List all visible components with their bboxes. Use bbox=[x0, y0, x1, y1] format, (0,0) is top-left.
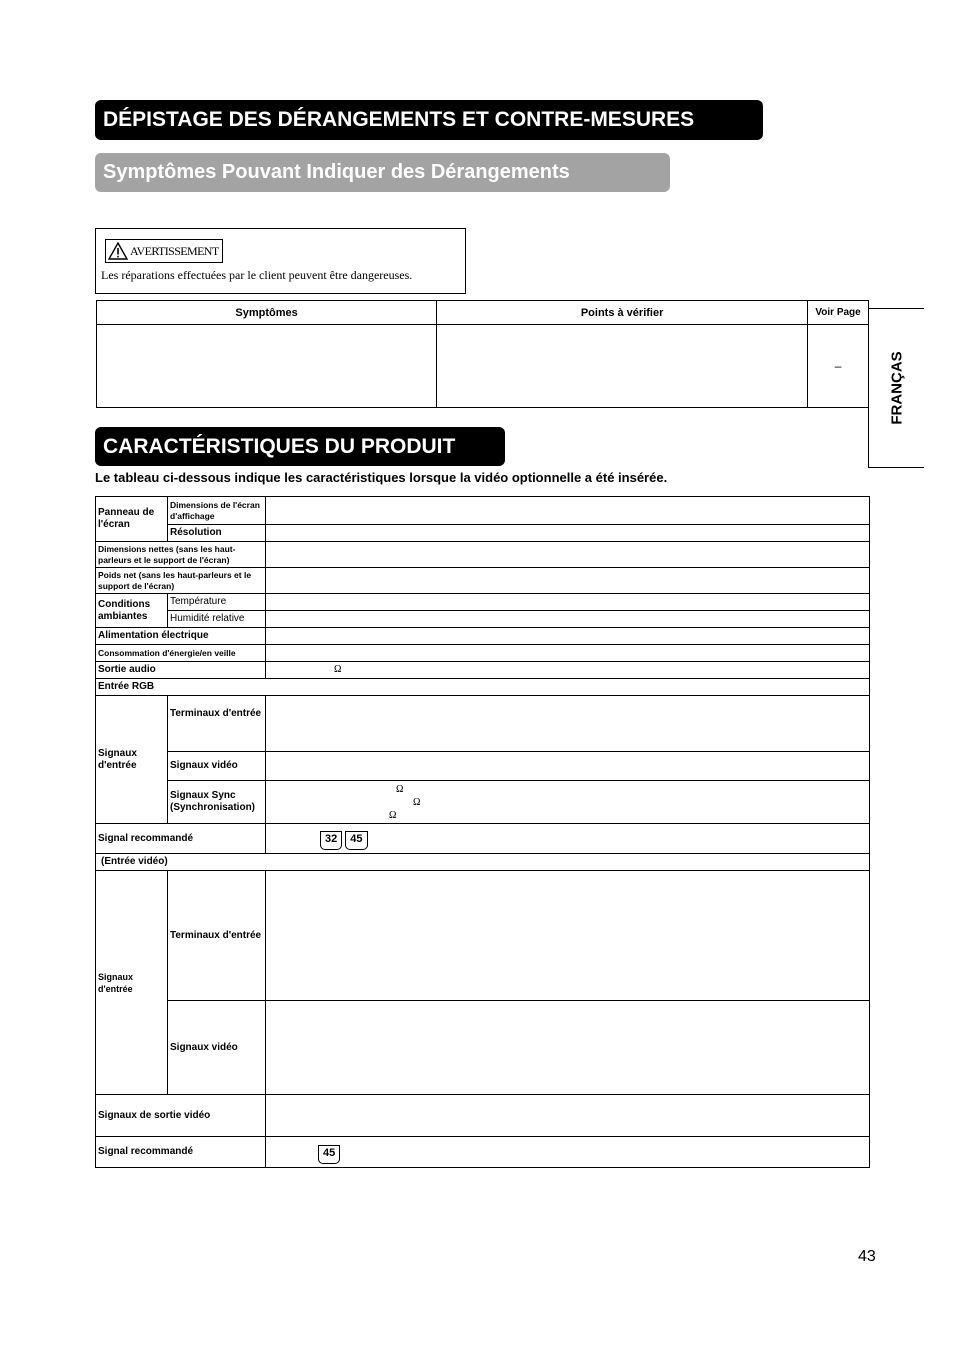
row-consumption: Consommation d'énergie/en veille bbox=[96, 645, 266, 662]
row-input-terminals-video: Terminaux d'entrée bbox=[168, 871, 266, 1001]
subsection-title-symptoms: Symptômes Pouvant Indiquer des Dérangements bbox=[95, 153, 670, 192]
page-ref-32[interactable]: 32 bbox=[320, 831, 342, 846]
header-checkpoints: Points à vérifier bbox=[437, 301, 808, 325]
row-panel-dims: Dimensions de l'écran d'affichage bbox=[168, 497, 266, 525]
row-net-weight: Poids net (sans les haut-parleurs et le support de l'écran) bbox=[96, 568, 266, 594]
omega-symbol: Ω bbox=[334, 664, 342, 675]
row-audio-out: Sortie audio bbox=[96, 662, 266, 679]
row-humidity: Humidité relative bbox=[168, 611, 266, 628]
see-page-cell: – bbox=[808, 325, 869, 408]
row-net-dims: Dimensions nettes (sans les haut-parleurs et le support de l'écran) bbox=[96, 542, 266, 568]
warning-triangle-icon bbox=[108, 242, 128, 260]
language-label: FRANÇAS bbox=[888, 351, 905, 425]
language-side-tab bbox=[868, 308, 924, 468]
header-see-page: Voir Page bbox=[808, 301, 869, 325]
spec-intro: Le tableau ci-dessous indique les caractéristiques lorsque la vidéo optionnelle a été insérée. bbox=[95, 470, 668, 485]
row-video-in: (Entrée vidéo) bbox=[96, 854, 870, 871]
row-video-out: Signaux de sortie vidéo bbox=[96, 1095, 266, 1137]
row-video-signals: Signaux vidéo bbox=[168, 752, 266, 781]
row-input-terminals: Terminaux d'entrée bbox=[168, 696, 266, 752]
row-temperature: Température bbox=[168, 594, 266, 611]
omega-symbol: Ω bbox=[396, 784, 404, 795]
row-rgb-in: Entrée RGB bbox=[96, 679, 870, 696]
symptoms-cell bbox=[97, 325, 437, 408]
section-title-specs: CARACTÉRISTIQUES DU PRODUIT bbox=[95, 427, 505, 466]
row-recommended: Signal recommandé bbox=[96, 824, 266, 854]
row-input-signals-video: Signaux d'entrée bbox=[96, 871, 168, 1095]
row-video-signals-video: Signaux vidéo bbox=[168, 1001, 266, 1095]
omega-symbol: Ω bbox=[389, 810, 397, 821]
spec-table bbox=[95, 496, 870, 1168]
omega-symbol: Ω bbox=[413, 797, 421, 808]
page-ref-45[interactable]: 45 bbox=[345, 831, 367, 846]
row-panel: Panneau de l'écran bbox=[96, 497, 168, 542]
warning-box bbox=[95, 228, 466, 294]
symptoms-table bbox=[96, 300, 869, 408]
row-power: Alimentation électrique bbox=[96, 628, 266, 645]
section-title-troubleshooting: DÉPISTAGE DES DÉRANGEMENTS ET CONTRE-MESURES bbox=[95, 100, 763, 140]
row-recommended-video: Signal recommandé bbox=[96, 1137, 266, 1168]
warning-label bbox=[105, 239, 223, 263]
warning-text: Les réparations effectuées par le client peuvent être dangereuses. bbox=[101, 268, 413, 282]
row-sync-signals: Signaux Sync (Synchronisation) bbox=[168, 781, 266, 824]
row-ambient: Conditions ambiantes bbox=[96, 594, 168, 628]
header-symptoms: Symptômes bbox=[97, 301, 437, 325]
row-resolution: Résolution bbox=[168, 525, 266, 542]
checkpoints-cell bbox=[437, 325, 808, 408]
page-number: 43 bbox=[858, 1248, 876, 1265]
row-input-signals: Signaux d'entrée bbox=[96, 696, 168, 824]
page-ref-45[interactable]: 45 bbox=[318, 1145, 340, 1160]
warning-label-text: AVERTISSEMENT bbox=[130, 243, 219, 258]
